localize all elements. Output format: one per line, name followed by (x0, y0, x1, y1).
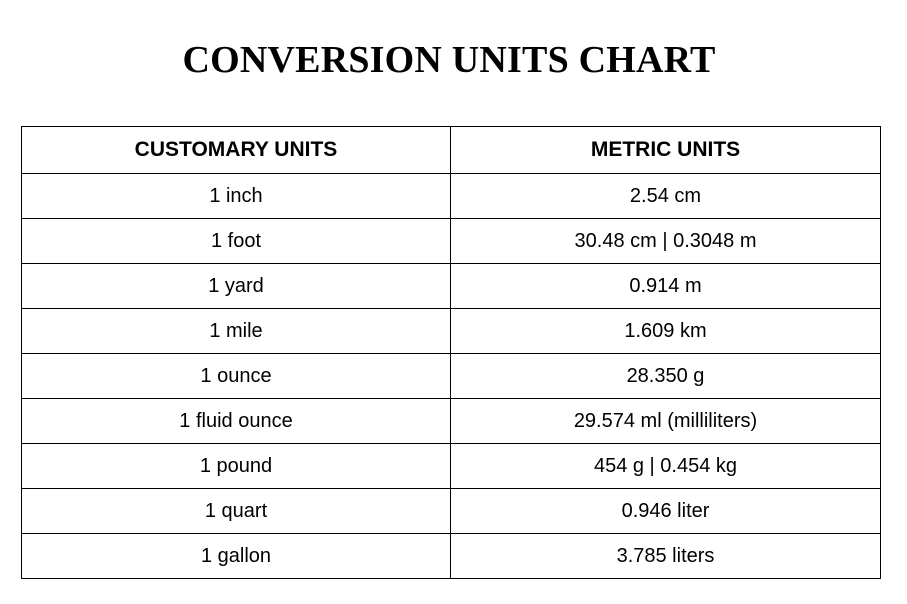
metric-cell: 3.785 liters (451, 534, 881, 579)
metric-cell: 454 g | 0.454 kg (451, 444, 881, 489)
customary-cell: 1 foot (22, 219, 451, 264)
table-row (22, 219, 881, 264)
table-row (22, 309, 881, 354)
metric-cell: 0.914 m (451, 264, 881, 309)
customary-cell: 1 pound (22, 444, 451, 489)
conversion-table (21, 126, 881, 579)
table-header-row (22, 127, 881, 174)
customary-cell: 1 quart (22, 489, 451, 534)
metric-cell: 30.48 cm | 0.3048 m (451, 219, 881, 264)
table-row (22, 399, 881, 444)
metric-cell: 2.54 cm (451, 174, 881, 219)
customary-cell: 1 fluid ounce (22, 399, 451, 444)
table-row (22, 174, 881, 219)
customary-cell: 1 mile (22, 309, 451, 354)
column-header-customary: CUSTOMARY UNITS (22, 127, 451, 174)
metric-cell: 1.609 km (451, 309, 881, 354)
table-row (22, 444, 881, 489)
metric-cell: 28.350 g (451, 354, 881, 399)
table-row (22, 489, 881, 534)
metric-cell: 29.574 ml (milliliters) (451, 399, 881, 444)
customary-cell: 1 inch (22, 174, 451, 219)
table-row (22, 264, 881, 309)
metric-cell: 0.946 liter (451, 489, 881, 534)
table-row (22, 354, 881, 399)
page-title: CONVERSION UNITS CHART (182, 39, 716, 81)
column-header-metric: METRIC UNITS (451, 127, 881, 174)
table-row (22, 534, 881, 579)
customary-cell: 1 ounce (22, 354, 451, 399)
customary-cell: 1 gallon (22, 534, 451, 579)
customary-cell: 1 yard (22, 264, 451, 309)
